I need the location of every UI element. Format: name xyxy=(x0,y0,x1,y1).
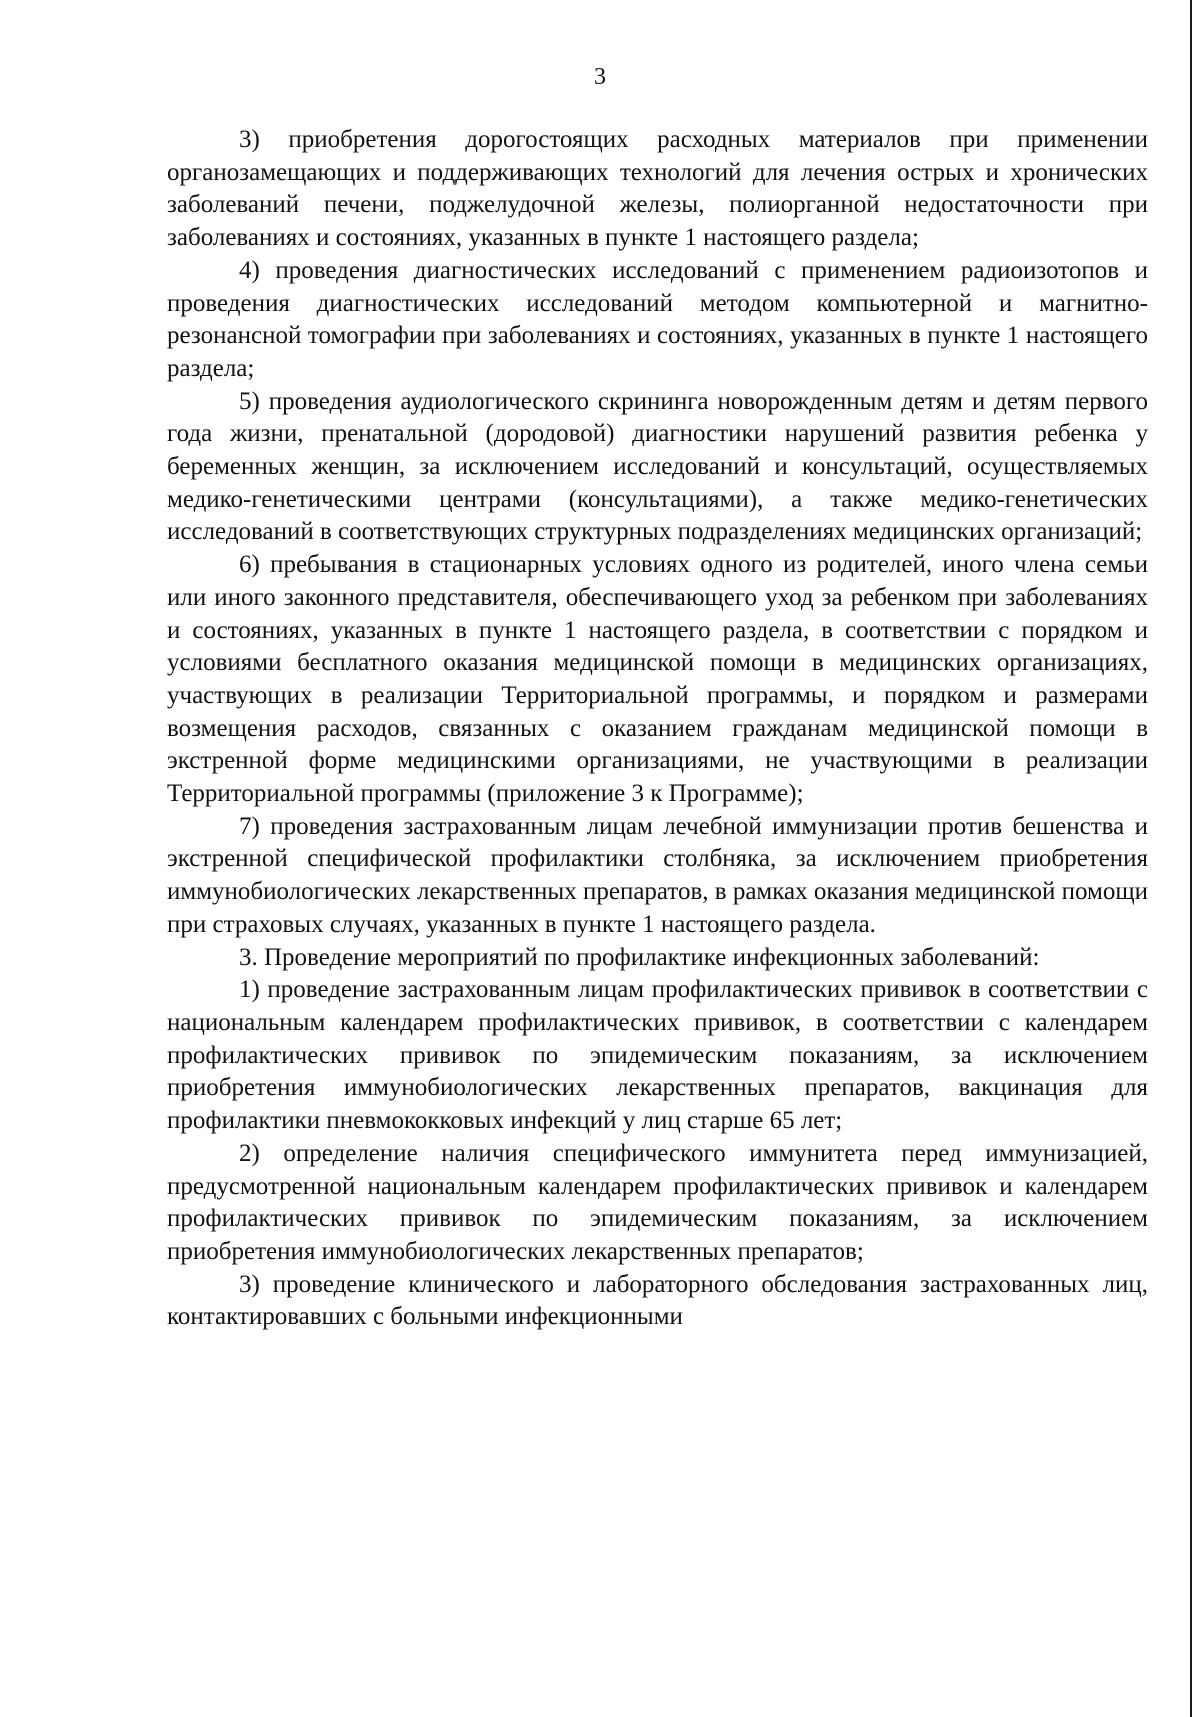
section-3-heading: 3. Проведение мероприятий по профилактике инфекционных заболеваний: xyxy=(239,943,1040,971)
page-number: 3 xyxy=(594,64,606,90)
paragraph-item-7: 7) проведения застрахованным лицам лечебной иммунизации против бешенства и экстренной специфической профилактики столбняка, за исключением приобретения иммунобиологических лекарственных препаратов, в рамках оказания медицинской помощи при страховых случаях, указанных в пункте 1 настоящего раздела. xyxy=(167,812,1148,938)
scan-edge-line xyxy=(1190,0,1192,1717)
document-body xyxy=(167,124,1148,1334)
paragraph-item-5: 5) проведения аудиологического скрининга новорожденным детям и детям первого года жизни, пренатальной (дородовой) диагностики нарушений развития ребенка у беременных женщин, за исключением исследований и консультаций, осуществляемых медико-генетическими центрами (консультациями), а также медико-генетических исследований в соответствующих структурных подразделениях медицинских организаций; xyxy=(167,387,1148,546)
paragraph-item-4: 4) проведения диагностических исследований с применением радиоизотопов и проведения диагностических исследований методом компьютерной и магнитно-резонансной томографии при заболеваниях и состояниях, указанных в пункте 1 настоящего раздела; xyxy=(167,256,1148,382)
section-3-item-3: 3) проведение клинического и лабораторного обследования застрахованных лиц, контактировавших с больными инфекционными xyxy=(167,1270,1148,1331)
section-3-item-2: 2) определение наличия специфического иммунитета перед иммунизацией, предусмотренной национальным календарем профилактических прививок и календарем профилактических прививок по эпидемическим показаниям, за исключением приобретения иммунобиологических лекарственных препаратов; xyxy=(167,1139,1148,1265)
paragraph-item-6: 6) пребывания в стационарных условиях одного из родителей, иного члена семьи или иного законного представителя, обеспечивающего уход за ребенком при заболеваниях и состояниях, указанных в пункте 1 настоящего раздела, в соответствии с порядком и условиями бесплатного оказания медицинской помощи в медицинских организациях, участвующих в реализации Территориальной программы, и порядком и размерами возмещения расходов, связанных с оказанием гражданам медицинской помощи в экстренной форме медицинскими организациями, не участвующими в реализации Территориальной программы (приложение 3 к Программе); xyxy=(167,551,1148,808)
paragraph-item-3: 3) приобретения дорогостоящих расходных материалов при применении органозамещающих и поддерживающих технологий для лечения острых и хронических заболеваний печени, поджелудочной железы, полиорганной недостаточности при заболеваниях и состояниях, указанных в пункте 1 настоящего раздела; xyxy=(167,126,1148,252)
section-3-item-1: 1) проведение застрахованным лицам профилактических прививок в соответствии с национальным календарем профилактических прививок, в соответствии с календарем профилактических прививок по эпидемическим показаниям, за исключением приобретения иммунобиологических лекарственных препаратов, вакцинация для профилактики пневмококковых инфекций у лиц старше 65 лет; xyxy=(167,976,1148,1135)
